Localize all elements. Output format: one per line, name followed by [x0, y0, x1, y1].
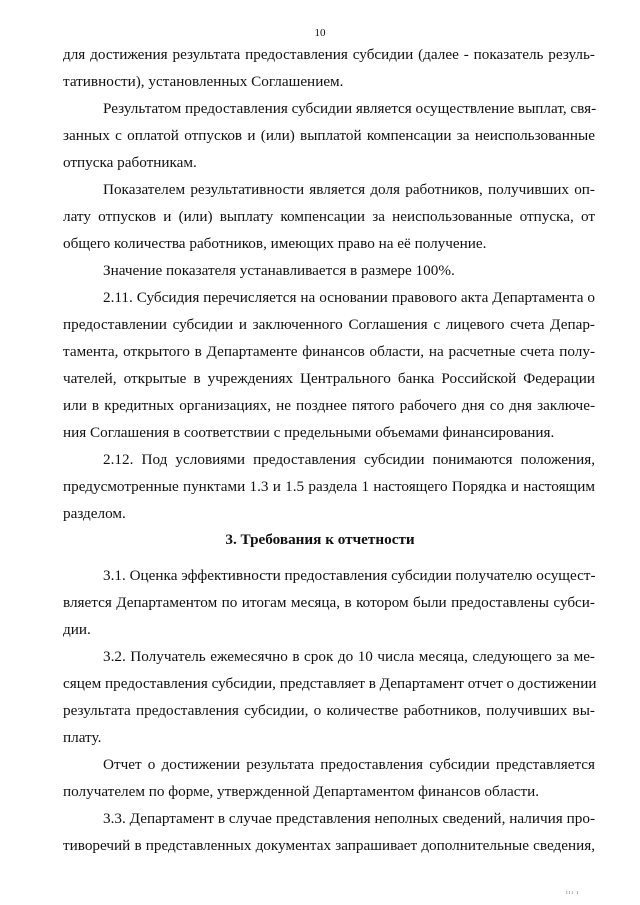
- text-line: получателем по форме, утвержденной Департаментом финансов области.: [63, 783, 540, 800]
- text-line: 2.11. Субсидия перечисляется на основании правового акта Департамента о: [103, 289, 595, 306]
- text-line: предусмотренные пунктами 1.3 и 1.5 раздела 1 настоящего Порядка и настоящим: [63, 478, 595, 495]
- text-line: Значение показателя устанавливается в размере 100%.: [103, 262, 455, 279]
- text-line: Результатом предоставления субсидии является осуществление выплат, свя-: [103, 100, 597, 117]
- text-line: тативности), установленных Соглашением.: [63, 73, 344, 90]
- text-line: Отчет о достижении результата предоставления субсидии представляется: [103, 756, 595, 773]
- section-heading: 3. Требования к отчетности: [225, 531, 415, 548]
- text-line: разделом.: [63, 505, 126, 522]
- text-line: для достижения результата предоставления субсидии (далее - показатель резуль-: [63, 46, 595, 63]
- text-line: 3.1. Оценка эффективности предоставления субсидии получателю осущест-: [103, 567, 596, 584]
- text-line: результата предоставления субсидии, о количестве работников, получивших вы-: [63, 702, 595, 719]
- text-line: Показателем результативности является доля работников, получивших оп-: [103, 181, 595, 198]
- text-line: 3.3. Департамент в случае представления неполных сведений, наличия про-: [103, 810, 595, 827]
- text-line: предоставлении субсидии и заключенного Соглашения с лицевого счета Депар-: [63, 316, 595, 333]
- text-line: отпуска работникам.: [63, 154, 197, 171]
- text-line: общего количества работников, имеющих право на её получение.: [63, 235, 487, 252]
- text-line: чателей, открытые в учреждениях Центрального банка Российской Федерации: [63, 370, 595, 387]
- text-line: тамента, открытого в Департаменте финансов области, на расчетные счета полу-: [63, 343, 595, 360]
- text-line: 2.12. Под условиями предоставления субсидии понимаются положения,: [103, 451, 595, 468]
- text-line: вляется Департаментом по итогам месяца, в котором были предоставлены субси-: [63, 594, 595, 611]
- text-line: ния Соглашения в соответствии с предельными объемами финансирования.: [63, 424, 555, 441]
- text-line: тиворечий в представленных документах запрашивает дополнительные сведения,: [63, 837, 595, 854]
- text-line: дии.: [63, 621, 91, 638]
- text-line: или в кредитных организациях, не позднее пятого рабочего дня со дня заключе-: [63, 397, 595, 414]
- text-line: сяцем предоставления субсидии, представляет в Департамент отчет о достижении: [63, 675, 597, 692]
- page-number: 10: [314, 27, 326, 39]
- text-line: 3.2. Получатель ежемесячно в срок до 10 числа месяца, следующего за ме-: [103, 648, 595, 665]
- text-line: занных с оплатой отпусков и (или) выплатой компенсации за неиспользованные: [63, 127, 595, 144]
- text-line: плату.: [63, 729, 102, 746]
- text-line: лату отпусков и (или) выплату компенсации за неиспользованные отпуска, от: [63, 208, 595, 225]
- scan-footer-mark: ııı ı: [566, 890, 580, 896]
